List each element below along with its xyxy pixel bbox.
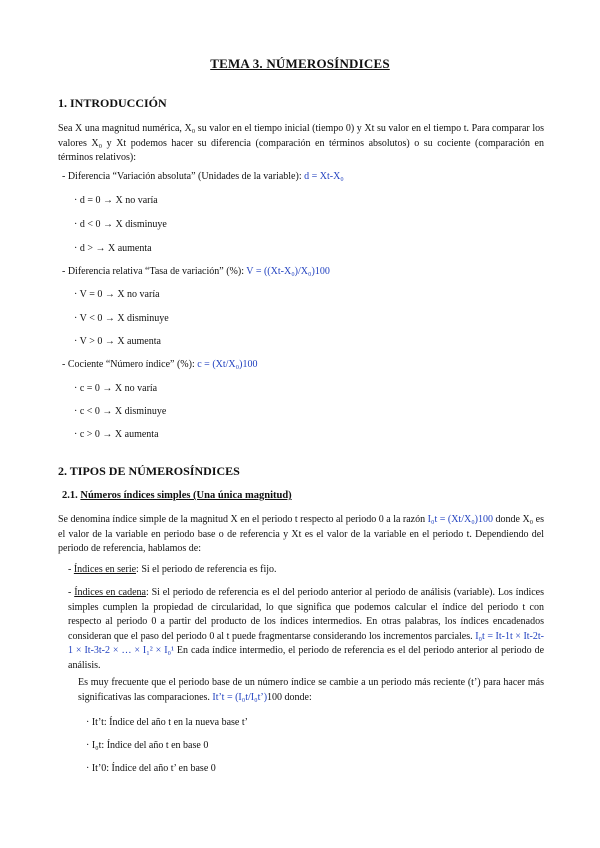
cambio-base-paragraph: Es muy frecuente que el periodo base de un número índice se cambie a un periodo más reciente (t’) para hacer más significativas las comparaciones. It’t = (I₀t/I₀t’)100 donde: xyxy=(78,677,544,703)
list-item: · c = 0 → X no varía xyxy=(74,383,158,394)
list-item: · d > → X aumenta xyxy=(74,243,152,254)
section-heading-introduccion: 1. INTRODUCCIÓN xyxy=(58,96,167,110)
bullet-diferencia-absoluta: - Diferencia “Variación absoluta” (Unidades de la variable): d = Xt-X₀ xyxy=(62,171,344,182)
bullet-cociente: - Cociente “Número índice” (%): c = (Xt/X₀)100 xyxy=(62,359,258,370)
list-item: · V > 0 → X aumenta xyxy=(74,336,161,347)
page-title: TEMA 3. NÚMEROSÍNDICES xyxy=(210,56,390,71)
formula-indice-simple: I₀t = (Xt/X₀)100 xyxy=(427,514,494,525)
bullet-indices-cadena: - Índices en cadena: Si el periodo de referencia es el del periodo anterior al periodo de análisis (variable). Los índices simples cumplen la propiedad de circularidad, lo que significa que podemos calcular el índice del periodo t con respecto al periodo 0 a partir del producto de los índices intermedios. En otras palabras, los índices encadenados consideran que el paso del periodo 0 al t puede fragmentarse considerando los incrementos parciales. I₀t = It-1t × It-2t-1 × It-3t-2 × … × I₁² × I₀¹ En cada índice intermedio, el periodo de referencia es el del periodo anterior al periodo de análisis. xyxy=(68,587,545,671)
formula-d: d = Xt-X₀ xyxy=(304,171,344,182)
formula-c: c = (Xt/X₀)100 xyxy=(197,359,258,370)
list-item: · I₀t: Índice del año t en base 0 xyxy=(86,740,209,751)
list-item: · c > 0 → X aumenta xyxy=(74,429,159,440)
formula-cadena: I₀t = It-1t × It-2t-1 × It-3t-2 × … × I₁² × I₀¹ xyxy=(68,630,544,656)
section-heading-tipos: 2. TIPOS DE NÚMEROSÍNDICES xyxy=(58,464,240,478)
intro-paragraph: Sea X una magnitud numérica, X₀ su valor en el tiempo inicial (tiempo 0) y Xt su valor en el tiempo t. Para comparar los valores X₀ y Xt podemos hacer su diferencia (comparación en términos absolutos) o su cociente (comparación en términos relativos): xyxy=(58,123,544,163)
formula-v: V = ((Xt-X₀)/X₀)100 xyxy=(246,266,330,277)
list-item: · V < 0 → X disminuye xyxy=(74,313,169,324)
list-item: · V = 0 → X no varía xyxy=(74,289,160,300)
list-item: · It’0: Índice del año t’ en base 0 xyxy=(86,763,216,774)
bullet-diferencia-relativa: - Diferencia relativa “Tasa de variación” (%): V = ((Xt-X₀)/X₀)100 xyxy=(62,266,330,277)
indice-simple-paragraph: Se denomina índice simple de la magnitud X en el periodo t respecto al periodo 0 a la razón I₀t = (Xt/X₀)100 donde X₀ es el valor de la variable en periodo base o de referencia y Xt es el valor de la variable en el periodo t. Dependiendo del periodo de referencia, hablamos de: xyxy=(58,514,544,554)
list-item: · d = 0 → X no varía xyxy=(74,195,158,206)
list-item: · d < 0 → X disminuye xyxy=(74,219,167,230)
list-item: · c < 0 → X disminuye xyxy=(74,406,167,417)
list-item: · It’t: Índice del año t en la nueva base t’ xyxy=(86,717,248,728)
subsection-heading: 2.1. Números índices simples (Una única magnitud) xyxy=(62,490,292,501)
bullet-indices-serie: - Índices en serie: Si el periodo de referencia es fijo. xyxy=(68,564,277,575)
formula-cambio-base: It’t = (I₀t/I₀t’) xyxy=(212,691,268,703)
